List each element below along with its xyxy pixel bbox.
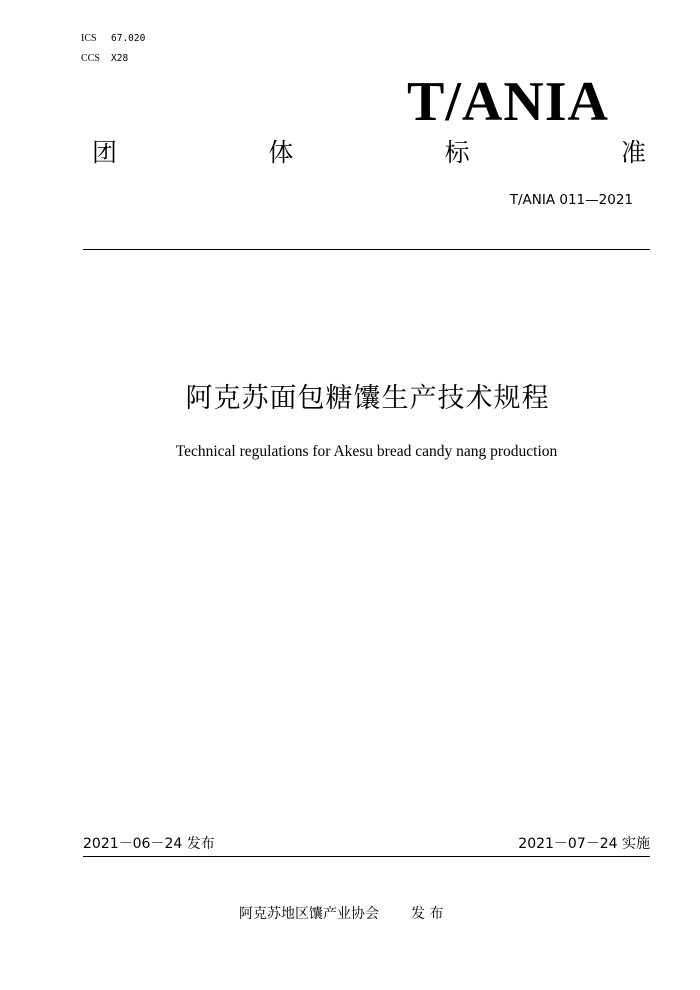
ics-label: ICS <box>81 33 97 44</box>
ccs-value: X28 <box>111 53 129 64</box>
document-title-english: Technical regulations for Akesu bread candy nang production <box>175 443 558 460</box>
standard-type-char: 团 <box>92 138 118 167</box>
standard-type-char: 准 <box>620 138 646 167</box>
ics-value: 67.020 <box>111 33 146 44</box>
footer-divider <box>83 856 650 857</box>
issuer-action: 发 布 <box>411 906 444 922</box>
implementation-date: 2021－07－24 实施 <box>518 836 650 852</box>
issuer-line <box>239 905 443 923</box>
ccs-code <box>81 53 128 65</box>
ccs-label: CCS <box>81 53 100 64</box>
standard-number: T/ANIA 011—2021 <box>509 192 633 208</box>
standard-mark: T/ANIA <box>406 71 609 133</box>
standard-type-char: 体 <box>268 138 294 167</box>
standard-type-heading <box>92 137 646 169</box>
document-title-chinese: 阿克苏面包糖馕生产技术规程 <box>185 383 550 414</box>
standard-type-char: 标 <box>444 138 470 167</box>
header-divider <box>83 249 650 250</box>
issue-date: 2021－06－24 发布 <box>83 836 215 852</box>
ics-code <box>81 33 145 45</box>
issuer-name: 阿克苏地区馕产业协会 <box>239 906 379 922</box>
